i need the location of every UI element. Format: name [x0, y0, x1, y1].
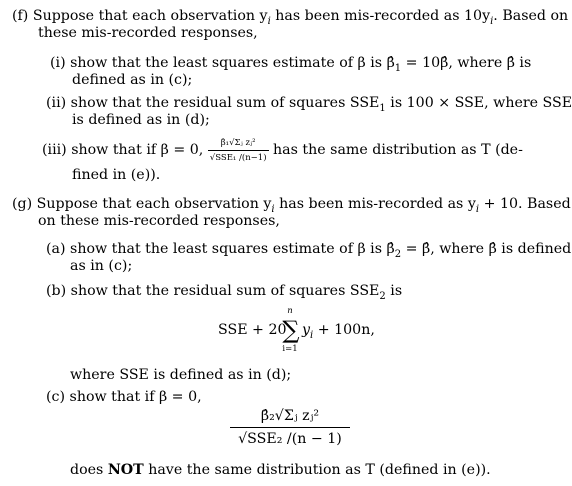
part-g-b-after: where SSE is defined as in (d); — [70, 367, 292, 383]
part-g-a-line2: as in (c); — [70, 258, 133, 274]
part-f-i-line2: defined as in (c); — [72, 72, 193, 88]
part-g-c-fraction — [230, 405, 350, 450]
part-g-a: (a) show that the least squares estimate of β is $\betâ_2$ = β̂, where β̂ is defined — [46, 241, 572, 260]
sum-symbol: ∑ — [282, 316, 300, 344]
part-f-ii: (ii) show that the residual sum of squares $SSE_1$ is 100 × SSE, where SSE — [46, 95, 572, 114]
sum-upper-limit: n — [287, 306, 293, 316]
part-f-intro: (f) Suppose that each observation $y_i$ has been mis-recorded as $10y_i$. Based on — [12, 8, 569, 27]
part-g-c-conclusion: does NOT have the same distribution as T (defined in (e)). — [70, 462, 491, 478]
part-f-iii-line2: fined in (e)). — [72, 167, 161, 183]
part-f-iii-fraction: $\frac{\text{β̂₁√Σⱼ zⱼ²}}{\text{√SSE₁ /(n−1)}}$ — [209, 137, 267, 163]
sse2-equation: SSE + 20 — [218, 322, 287, 338]
sse2-equation-right: $y_i + 100n$, — [302, 322, 375, 341]
part-f-i: (i) show that the least squares estimate of β is $\betâ_1$ = 10β̂, where β̂ is — [50, 55, 532, 74]
part-g-label: (g) — [12, 196, 33, 212]
part-f-intro-line2: these mis-recorded responses, — [38, 25, 258, 41]
part-g-b: (b) show that the residual sum of squares $SSE_2$ is — [46, 283, 403, 302]
part-g-intro: (g) Suppose that each observation $y_i$ has been mis-recorded as $y_i + 10$. Based — [12, 196, 571, 215]
part-f-label: (f) — [12, 8, 29, 24]
part-g-intro-line2: on these mis-recorded responses, — [38, 213, 280, 229]
part-g-c: (c) show that if β = 0, — [46, 389, 202, 405]
part-f-iii: (iii) show that if β = 0, $\frac{\text{β̂₁√Σⱼ zⱼ²}}{\text{√SSE₁ /(n−1)}}$ has the same distribution as T (de- — [42, 137, 523, 163]
sum-lower-limit: i=1 — [282, 344, 298, 354]
fraction-numerator: β̂₂√Σⱼ zⱼ² — [260, 408, 320, 424]
part-f-ii-line2: is defined as in (d); — [72, 112, 210, 128]
fraction-denominator: √SSE₂ /(n − 1) — [230, 427, 350, 450]
